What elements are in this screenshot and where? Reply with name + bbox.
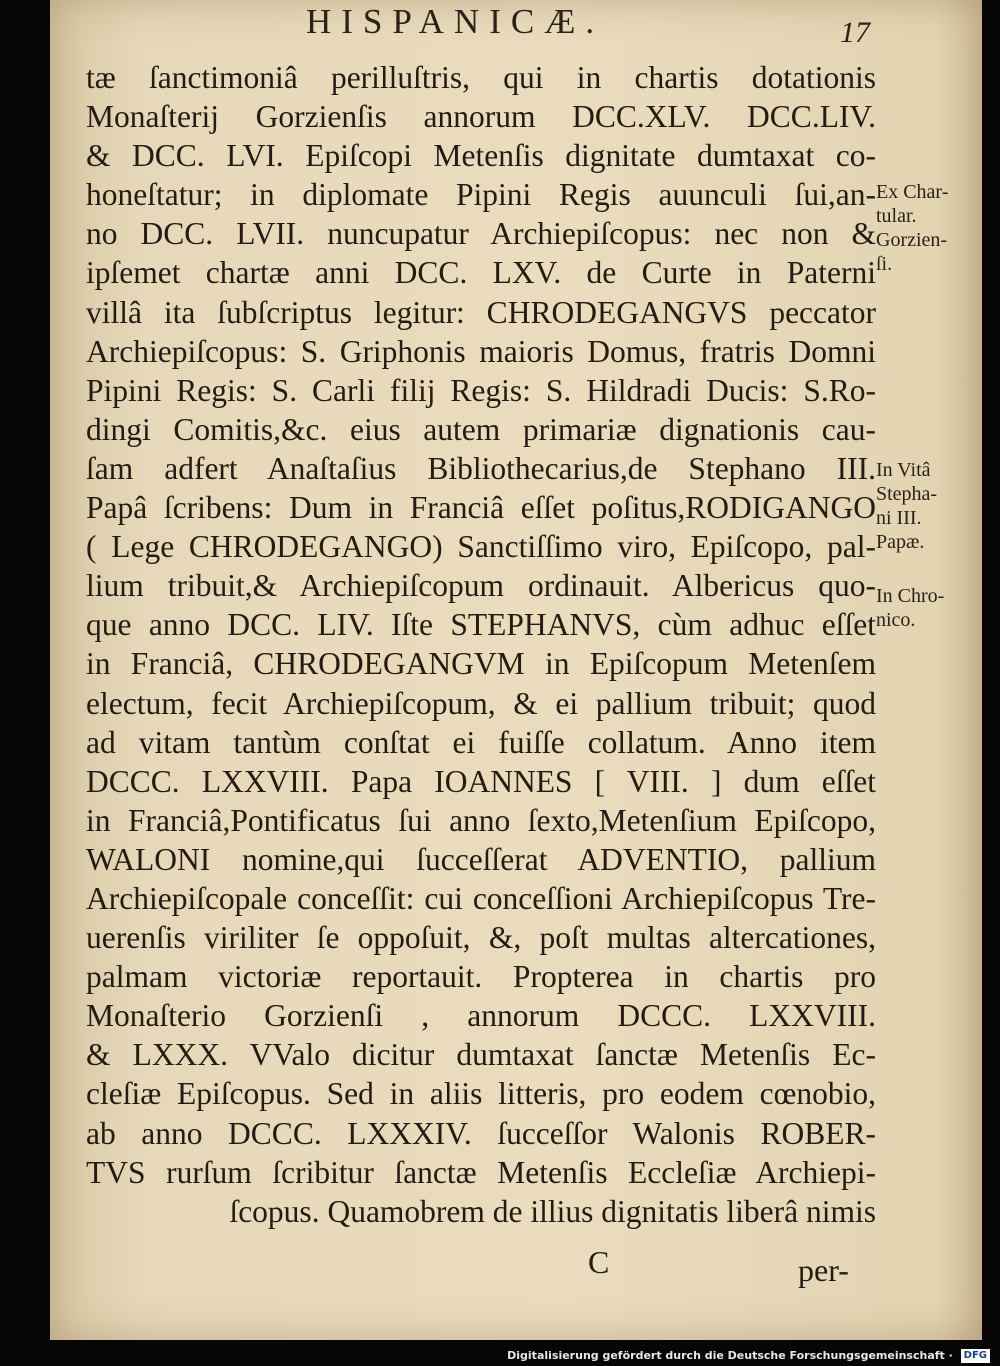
margin-note-line: tular. — [876, 205, 917, 227]
text-line: honeſtatur; in diplomate Pipini Regis auunculi ſui,an- — [86, 177, 876, 213]
text-line: uerenſis viriliter ſe oppoſuit, &, poſt multas altercationes, — [86, 920, 876, 956]
text-line: dingi Comitis,&c. eius autem primariæ dignationis cau- — [86, 411, 876, 447]
text-line: & LXXX. VValo dicitur dumtaxat ſanctæ Metenſis Ec- — [86, 1037, 876, 1073]
text-line: Archiepiſcopus: S. Griphonis maioris Domus, fratris Domni — [86, 333, 876, 369]
text-line: tæ ſanctimoniâ perilluſtris, qui in chartis dotationis — [86, 60, 876, 95]
text-line: cleſiæ Epiſcopus. Sed in aliis litteris, pro eodem cœnobio, — [86, 1076, 876, 1112]
margin-note-chartular — [876, 180, 980, 276]
book-page — [50, 0, 982, 1340]
text-line: in Franciâ,Pontificatus ſui anno ſexto,Metenſium Epiſcopo, — [86, 802, 876, 838]
text-line: que anno DCC. LIV. Iſte STEPHANVS, cùm adhuc eſſet — [86, 607, 876, 643]
text-line: TVS rurſum ſcribitur ſanctæ Metenſis Eccleſiæ Archiepi- — [86, 1154, 876, 1190]
margin-note-line: ſi. — [876, 253, 893, 275]
text-line: ( Lege CHRODEGANGO) Sanctiſſimo viro, Epiſcopo, pal- — [86, 529, 876, 565]
running-title: HISPANICÆ. — [306, 2, 605, 41]
margin-note-line: Ex Char- — [876, 181, 949, 203]
text-line: Papâ ſcribens: Dum in Franciâ eſſet poſitus,RODIGANGO — [86, 490, 876, 526]
margin-note-line: In Chro- — [876, 585, 945, 607]
text-line: lium tribuit,& Archiepiſcopum ordinauit. Albericus quo- — [86, 568, 876, 604]
page-number: 17 — [840, 16, 870, 49]
text-line: ad vitam tantùm conſtat ei fuiſſe collatum. Anno item — [86, 724, 876, 760]
text-line: Monaſterij Gorzienſis annorum DCC.XLV. DCC.LIV. — [86, 99, 876, 135]
digitization-credit — [0, 1346, 990, 1366]
margin-note-chronico — [876, 584, 980, 632]
body-text — [86, 58, 876, 1231]
text-line: ſcopus. Quamobrem de illius dignitatis liberâ nimis — [229, 1193, 876, 1229]
text-line: ſam adfert Anaſtaſius Bibliothecarius,de Stephano III. — [86, 450, 876, 486]
text-line: ipſemet chartæ anni DCC. LXV. de Curte in Paterni — [86, 255, 876, 291]
margin-note-line: Stepha- — [876, 483, 938, 505]
text-line: Archiepiſcopale conceſſit: cui conceſſioni Archiepiſcopus Tre- — [86, 880, 876, 916]
text-line: no DCC. LVII. nuncupatur Archiepiſcopus: nec non & — [86, 216, 876, 252]
text-line: ab anno DCCC. LXXXIV. ſucceſſor Walonis ROBER- — [86, 1115, 876, 1151]
margin-note-line: nico. — [876, 609, 916, 631]
catchword: per- — [798, 1252, 849, 1288]
margin-note-line: Gorzien- — [876, 229, 948, 251]
text-line: DCCC. LXXVIII. Papa IOANNES [ VIII. ] dum eſſet — [86, 763, 876, 799]
text-line: electum, fecit Archiepiſcopum, & ei pallium tribuit; quod — [86, 685, 876, 721]
credit-text: Digitalisierung gefördert durch die Deutsche Forschungsgemeinschaft · — [507, 1349, 953, 1362]
text-line: villâ ita ſubſcriptus legitur: CHRODEGANGVS peccator — [86, 294, 876, 330]
signature-mark: C — [588, 1244, 610, 1280]
text-line: Pipini Regis: S. Carli filij Regis: S. Hildradi Ducis: S.Ro- — [86, 372, 876, 408]
text-line: palmam victoriæ reportauit. Propterea in chartis pro — [86, 959, 876, 995]
margin-note-line: Papæ. — [876, 531, 925, 553]
text-line: WALONI nomine,qui ſucceſſerat ADVENTIO, pallium — [86, 841, 876, 877]
margin-note-line: ni III. — [876, 507, 922, 529]
margin-note-line: In Vitâ — [876, 459, 931, 481]
text-line: Monaſterio Gorzienſi , annorum DCCC. LXXVIII. — [86, 998, 876, 1034]
margin-note-vita-stephani — [876, 458, 980, 554]
text-line: & DCC. LVI. Epiſcopi Metenſis dignitate dumtaxat co- — [86, 138, 876, 174]
text-line: in Franciâ, CHRODEGANGVM in Epiſcopum Metenſem — [86, 646, 876, 682]
dfg-logo: DFG — [961, 1349, 990, 1363]
